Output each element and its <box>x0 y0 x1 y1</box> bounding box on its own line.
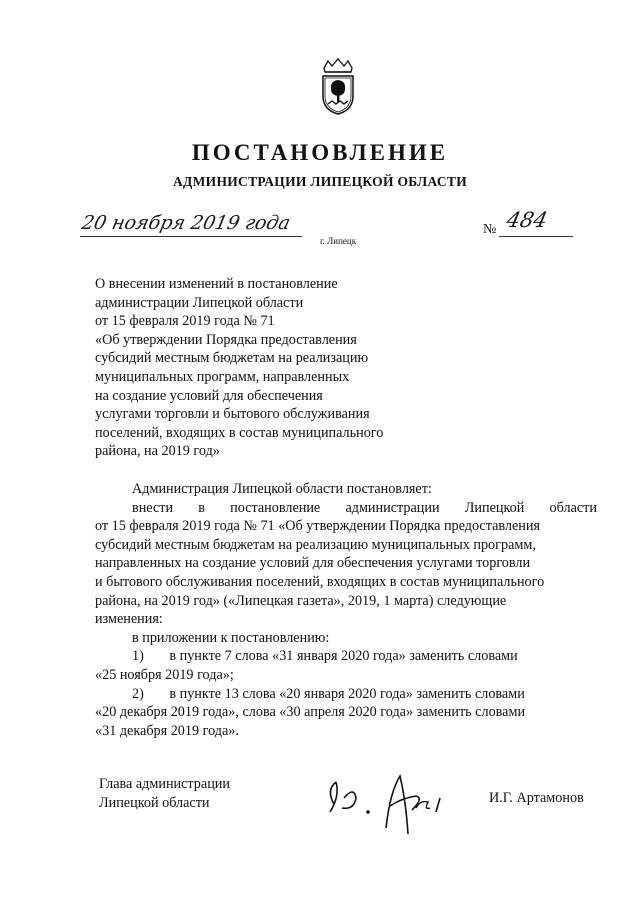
list-marker: 1) <box>132 648 144 665</box>
subject-line: «Об утверждении Порядка предоставления <box>95 331 357 348</box>
subject-block <box>95 275 435 461</box>
number-underline <box>499 236 573 237</box>
subject-line: на создание условий для обеспечения <box>95 387 323 404</box>
subject-line: услугами торговли и бытового обслуживания <box>95 406 370 423</box>
body-line: «25 ноября 2019 года»; <box>95 666 234 683</box>
handwritten-number: 484 <box>504 208 550 232</box>
word: постановление <box>230 499 321 516</box>
date-underline <box>80 236 302 237</box>
body-text <box>95 480 597 740</box>
document-title: ПОСТАНОВЛЕНИЕ <box>191 140 449 165</box>
list-marker: 2) <box>132 685 144 702</box>
signatory-position <box>99 775 230 813</box>
subject-line: от 15 февраля 2019 года № 71 <box>95 313 275 330</box>
list-item-text: в пункте 7 слова «31 января 2020 года» заменить словами <box>169 648 518 665</box>
body-line: «20 декабря 2019 года», слова «30 апреля 2020 года» заменить словами <box>95 704 526 721</box>
subject-line: О внесении изменений в постановление <box>95 276 338 292</box>
handwritten-date: 20 ноября 2019 года <box>79 212 293 234</box>
issuer-subtitle: АДМИНИСТРАЦИИ ЛИПЕЦКОЙ ОБЛАСТИ <box>172 174 468 189</box>
body-line: района, на 2019 год» («Липецкая газета», 2019, 1 марта) следующие <box>95 592 507 609</box>
body-line: и бытового обслуживания поселений, входящих в состав муниципального <box>95 573 545 590</box>
position-line: Глава администрации <box>99 776 230 792</box>
word: в <box>198 499 205 516</box>
list-item-1 <box>95 647 597 666</box>
subject-line: субсидий местным бюджетам на реализацию <box>95 350 369 367</box>
word: внести <box>132 499 174 516</box>
body-line: направленных на создание условий для обеспечения услугами торговли <box>95 555 531 572</box>
intro-line: Администрация Липецкой области постановляет: <box>132 481 432 497</box>
position-line: Липецкой области <box>99 795 210 811</box>
number-sign: № <box>483 222 497 237</box>
body-line-justified <box>95 499 597 518</box>
body-line: изменения: <box>95 611 163 628</box>
body-line: субсидий местным бюджетам на реализацию муниципальных программ, <box>95 536 536 553</box>
word: администрации <box>345 499 440 516</box>
subject-line: муниципальных программ, направленных <box>95 368 350 385</box>
body-line: «31 декабря 2019 года». <box>95 722 239 739</box>
list-item-2 <box>95 685 597 704</box>
word: области <box>549 499 597 516</box>
subject-line: района, на 2019 год» <box>95 443 220 460</box>
subject-line: поселений, входящих в состав муниципального <box>95 424 384 441</box>
body-line: от 15 февраля 2019 года № 71 «Об утверждении Порядка предоставления <box>95 518 540 535</box>
word: Липецкой <box>464 499 525 516</box>
signatory-name: И.Г. Артамонов <box>489 790 584 806</box>
lipetsk-coat-of-arms-icon <box>318 58 358 116</box>
handwritten-signature <box>316 752 456 842</box>
list-item-text: в пункте 13 слова «20 января 2020 года» заменить словами <box>169 685 525 702</box>
body-line: в приложении к постановлению: <box>132 629 330 646</box>
city-label: г. Липецк <box>320 236 357 246</box>
subject-line: администрации Липецкой области <box>95 294 304 311</box>
